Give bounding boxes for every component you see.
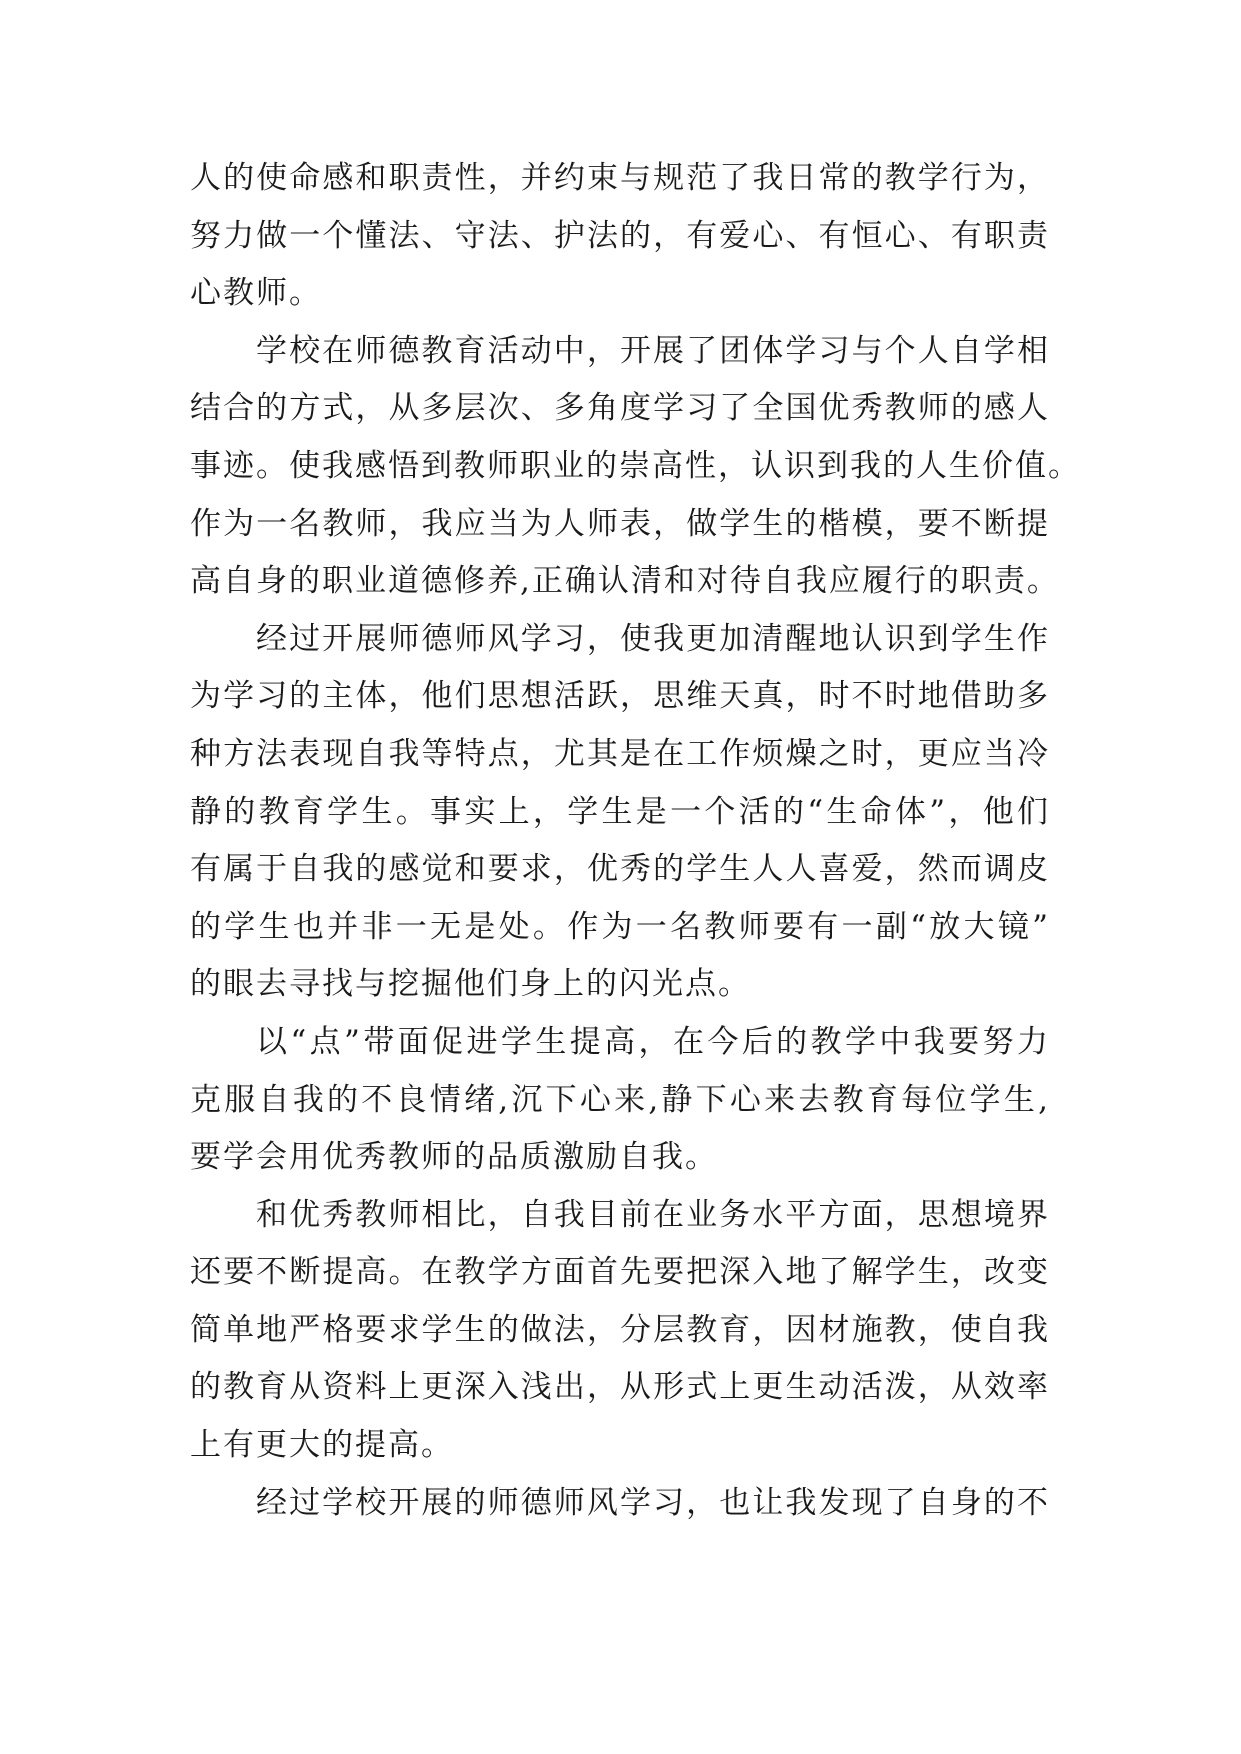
text-line: 克服自我的不良情绪,沉下心来,静下心来去教育每位学生, [190,1081,1050,1118]
text-line: 经过学校开展的师德师风学习，也让我发现了自身的不 [256,1484,1050,1521]
paragraph-4 [190,1014,1050,1187]
document-body [190,150,1081,1532]
text-line: 种方法表现自我等特点，尤其是在工作烦燥之时，更应当冷 [190,735,1050,772]
text-line: 的学生也并非一无是处。作为一名教师要有一副“放大镜” [190,908,1050,945]
text-line: 结合的方式，从多层次、多角度学习了全国优秀教师的感人 [190,390,1050,427]
text-line: 的教育从资料上更深入浅出，从形式上更生动活泼，从效率 [190,1369,1050,1406]
text-line: 努力做一个懂法、守法、护法的，有爱心、有恒心、有职责 [190,217,1050,254]
text-line: 为学习的主体，他们思想活跃，思维天真，时不时地借助多 [190,678,1050,715]
paragraph-6 [190,1475,1050,1533]
text-line: 作为一名教师，我应当为人师表，做学生的楷模，要不断提 [190,505,1050,542]
text-line: 以“点”带面促进学生提高，在今后的教学中我要努力 [256,1023,1050,1060]
text-line: 学校在师德教育活动中，开展了团体学习与个人自学相 [256,332,1050,369]
text-line: 有属于自我的感觉和要求，优秀的学生人人喜爱，然而调皮 [190,851,1050,888]
paragraph-1 [190,150,1050,323]
paragraph-5 [190,1187,1050,1475]
paragraph-3 [190,611,1050,1014]
text-line: 人的使命感和职责性，并约束与规范了我日常的教学行为， [190,160,1050,196]
text-line: 静的教育学生。事实上，学生是一个活的“生命体”，他们 [190,793,1050,830]
text-line: 简单地严格要求学生的做法，分层教育，因材施教，使自我 [190,1311,1050,1348]
text-line: 心教师。 [190,275,322,312]
text-line: 事迹。使我感悟到教师职业的崇高性，认识到我的人生价值。 [190,447,1081,484]
text-line: 高自身的职业道德修养,正确认清和对待自我应履行的职责。 [190,563,1060,600]
text-line: 经过开展师德师风学习，使我更加清醒地认识到学生作 [256,620,1050,657]
text-line: 的眼去寻找与挖掘他们身上的闪光点。 [190,966,751,1003]
text-line: 要学会用优秀教师的品质激励自我。 [190,1139,718,1176]
paragraph-2 [190,323,1081,611]
text-line: 上有更大的提高。 [190,1427,454,1464]
text-line: 还要不断提高。在教学方面首先要把深入地了解学生，改变 [190,1254,1050,1291]
text-line: 和优秀教师相比，自我目前在业务水平方面，思想境界 [256,1196,1050,1233]
